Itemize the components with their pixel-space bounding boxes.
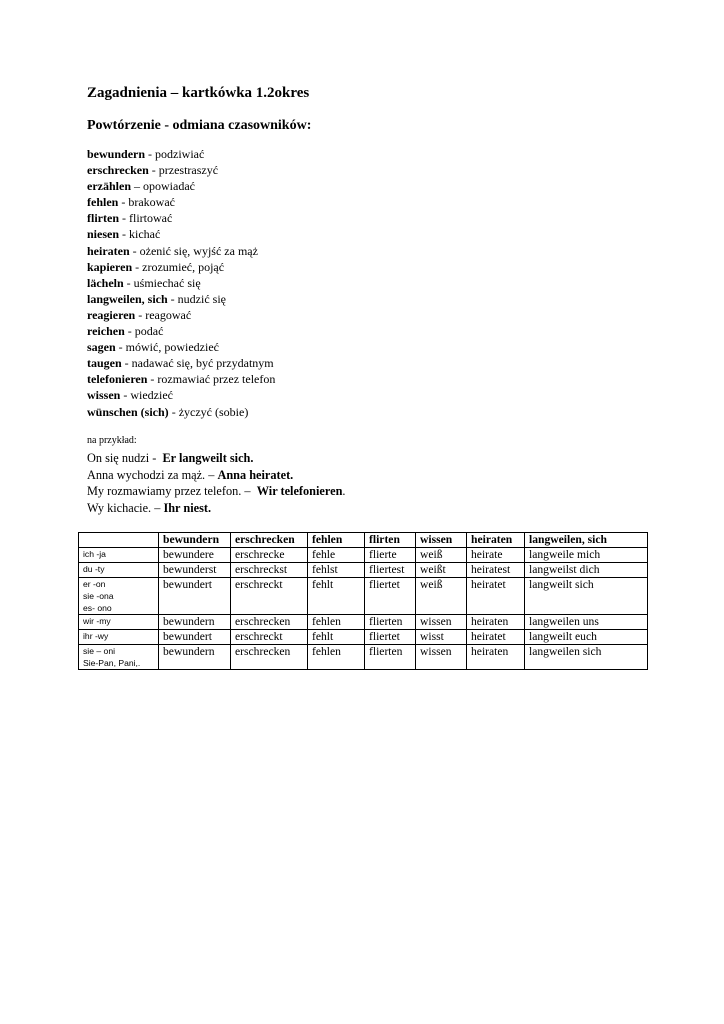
polish-translation: przestraszyć	[158, 163, 219, 178]
separator: -	[119, 227, 130, 242]
conjugation-cell: langweilen sich	[525, 645, 648, 670]
conjugation-cell: fehle	[308, 548, 365, 563]
vocab-entry	[87, 146, 275, 162]
section-subtitle: Powtórzenie - odmiana czasowników:	[87, 118, 312, 133]
vocab-entry	[87, 371, 275, 387]
conjugation-cell: bewundere	[159, 548, 231, 563]
header-verb: flirten	[365, 533, 416, 548]
example-sentence	[87, 467, 346, 484]
conjugation-cell: langweilt euch	[525, 630, 648, 645]
vocab-entry	[87, 162, 275, 178]
polish-translation: brakować	[128, 195, 175, 210]
polish-translation: wiedzieć	[130, 388, 173, 403]
conjugation-cell: bewundert	[159, 630, 231, 645]
conjugation-cell: langweilst dich	[525, 563, 648, 578]
polish-sentence: On się nudzi -	[87, 451, 163, 465]
conjugation-cell: weißt	[416, 563, 467, 578]
pronoun-label: du -ty	[83, 564, 105, 574]
page-title: Zagadnienia – kartkówka 1.2okres	[87, 85, 310, 101]
vocab-entry	[87, 275, 275, 291]
example-sentence	[87, 500, 346, 517]
header-corner	[79, 533, 159, 548]
polish-translation: zrozumieć, pojąć	[142, 259, 225, 274]
polish-translation: ożenić się, wyjść za mąż	[139, 243, 258, 258]
german-word: reichen	[87, 324, 125, 339]
conjugation-cell: bewundern	[159, 645, 231, 670]
conjugation-cell: bewundern	[159, 615, 231, 630]
pronoun-label: ich -ja	[83, 549, 106, 559]
german-word: erzählen	[87, 179, 131, 194]
conjugation-cell: bewunderst	[159, 563, 231, 578]
conjugation-cell: wissen	[416, 645, 467, 670]
german-word: wissen	[87, 388, 121, 403]
separator: -	[120, 388, 131, 403]
polish-translation: życzyć (sobie)	[178, 404, 249, 419]
separator: –	[131, 179, 143, 194]
german-word: taugen	[87, 356, 122, 371]
conjugation-cell: erschreckt	[231, 578, 308, 615]
german-word: reagieren	[87, 307, 136, 322]
conjugation-cell: fliertest	[365, 563, 416, 578]
conjugation-cell: wisst	[416, 630, 467, 645]
german-word: lächeln	[87, 275, 124, 290]
conjugation-cell: erschreckt	[231, 630, 308, 645]
separator: -	[145, 147, 156, 161]
vocab-entry	[87, 178, 275, 194]
example-label: na przykład:	[87, 435, 137, 446]
polish-translation: rozmawiać przez telefon	[157, 372, 276, 387]
conjugation-cell: flierten	[365, 615, 416, 630]
german-word: langweilen, sich	[87, 291, 168, 306]
vocab-entry	[87, 291, 275, 307]
conjugation-cell: fehlt	[308, 578, 365, 615]
conjugation-cell: heiraten	[467, 615, 525, 630]
pronoun-cell	[79, 563, 159, 578]
conjugation-cell: heirate	[467, 548, 525, 563]
conjugation-cell: weiß	[416, 578, 467, 615]
polish-translation: podziwiać	[155, 147, 205, 161]
vocab-entry	[87, 323, 275, 339]
conjugation-table	[78, 532, 648, 670]
german-sentence: Er langweilt sich.	[162, 451, 254, 465]
polish-translation: flirtować	[129, 211, 173, 226]
conjugation-cell: weiß	[416, 548, 467, 563]
pronoun-label: er -on	[83, 579, 106, 589]
pronoun-cell	[79, 630, 159, 645]
header-verb: erschrecken	[231, 533, 308, 548]
conjugation-cell: flierte	[365, 548, 416, 563]
german-word: kapieren	[87, 259, 133, 274]
vocab-entry	[87, 210, 275, 226]
table-row	[79, 645, 648, 670]
german-sentence: Wir telefonieren	[256, 484, 343, 499]
polish-translation: uśmiechać się	[133, 275, 201, 290]
vocab-entry	[87, 226, 275, 242]
polish-translation: nadawać się, być przydatnym	[131, 356, 274, 371]
table-row	[79, 578, 648, 615]
conjugation-cell: heiratest	[467, 563, 525, 578]
separator: -	[124, 324, 135, 339]
german-word: erschrecken	[87, 163, 149, 178]
vocab-entry	[87, 194, 275, 210]
german-word: flirten	[87, 211, 119, 226]
german-word: heiraten	[87, 243, 130, 258]
vocab-entry	[87, 339, 275, 355]
pronoun-label: sie – oni	[83, 646, 116, 656]
german-sentence: Ihr niest.	[163, 500, 212, 515]
polish-sentence: Anna wychodzi za mąż. –	[87, 467, 218, 482]
pronoun-label: sie -ona	[83, 591, 114, 601]
separator: -	[147, 372, 158, 387]
conjugation-cell: erschrecken	[231, 645, 308, 670]
vocab-entry	[87, 387, 275, 403]
separator: -	[115, 340, 126, 355]
table-row	[79, 630, 648, 645]
pronoun-cell	[79, 645, 159, 670]
german-word: wünschen (sich)	[87, 404, 169, 419]
vocab-entry	[87, 243, 275, 259]
pronoun-cell	[79, 615, 159, 630]
separator: -	[168, 404, 179, 419]
separator: -	[119, 211, 129, 226]
header-verb: langweilen, sich	[525, 533, 648, 548]
header-verb: fehlen	[308, 533, 365, 548]
conjugation-cell: langweilen uns	[525, 615, 648, 630]
separator: -	[148, 163, 159, 178]
vocabulary-list	[87, 146, 275, 420]
polish-translation: kichać	[129, 227, 161, 242]
german-word: bewundern	[87, 147, 146, 161]
conjugation-cell: fliertet	[365, 578, 416, 615]
example-sentence	[87, 483, 346, 500]
table-header-row	[79, 533, 648, 548]
header-verb: bewundern	[159, 533, 231, 548]
separator: -	[121, 356, 132, 371]
separator: -	[132, 259, 143, 274]
pronoun-cell	[79, 548, 159, 563]
conjugation-cell: heiraten	[467, 645, 525, 670]
table-row	[79, 563, 648, 578]
german-sentence: Anna heiratet.	[217, 467, 294, 482]
conjugation-cell: heiratet	[467, 630, 525, 645]
conjugation-cell: fliertet	[365, 630, 416, 645]
german-word: telefonieren	[87, 372, 148, 387]
header-verb: heiraten	[467, 533, 525, 548]
german-word: fehlen	[87, 195, 119, 210]
example-sentence	[87, 450, 346, 467]
separator: -	[135, 307, 146, 322]
separator: -	[118, 195, 129, 210]
conjugation-cell: erschreckst	[231, 563, 308, 578]
vocab-entry	[87, 355, 275, 371]
vocab-entry	[87, 259, 275, 275]
polish-translation: mówić, powiedzieć	[125, 340, 219, 355]
table-row	[79, 615, 648, 630]
pronoun-cell	[79, 578, 159, 615]
separator: -	[167, 291, 178, 306]
vocab-entry	[87, 404, 275, 420]
conjugation-cell: fehlen	[308, 645, 365, 670]
polish-translation: reagować	[145, 307, 192, 322]
sentence-tail: .	[342, 484, 346, 499]
polish-sentence: Wy kichacie. –	[87, 500, 164, 515]
conjugation-cell: langweilt sich	[525, 578, 648, 615]
pronoun-label: wir -my	[83, 616, 111, 626]
separator: -	[123, 275, 134, 290]
header-verb: wissen	[416, 533, 467, 548]
conjugation-cell: bewundert	[159, 578, 231, 615]
polish-translation: nudzić się	[177, 291, 226, 306]
conjugation-cell: fehlen	[308, 615, 365, 630]
conjugation-cell: erschrecke	[231, 548, 308, 563]
vocab-entry	[87, 307, 275, 323]
conjugation-cell: fehlt	[308, 630, 365, 645]
pronoun-label: es- ono	[83, 603, 112, 613]
separator: -	[129, 243, 140, 258]
pronoun-label: Sie-Pan, Pani,.	[83, 658, 141, 668]
conjugation-cell: langweile mich	[525, 548, 648, 563]
example-sentences	[87, 450, 346, 516]
polish-sentence: My rozmawiamy przez telefon. –	[87, 484, 257, 499]
polish-translation: opowiadać	[143, 179, 195, 194]
conjugation-cell: wissen	[416, 615, 467, 630]
conjugation-cell: fehlst	[308, 563, 365, 578]
conjugation-cell: heiratet	[467, 578, 525, 615]
table-row	[79, 548, 648, 563]
german-word: sagen	[87, 340, 116, 355]
pronoun-label: ihr -wy	[83, 631, 109, 641]
polish-translation: podać	[134, 324, 164, 339]
conjugation-cell: erschrecken	[231, 615, 308, 630]
conjugation-cell: flierten	[365, 645, 416, 670]
german-word: niesen	[87, 227, 120, 242]
